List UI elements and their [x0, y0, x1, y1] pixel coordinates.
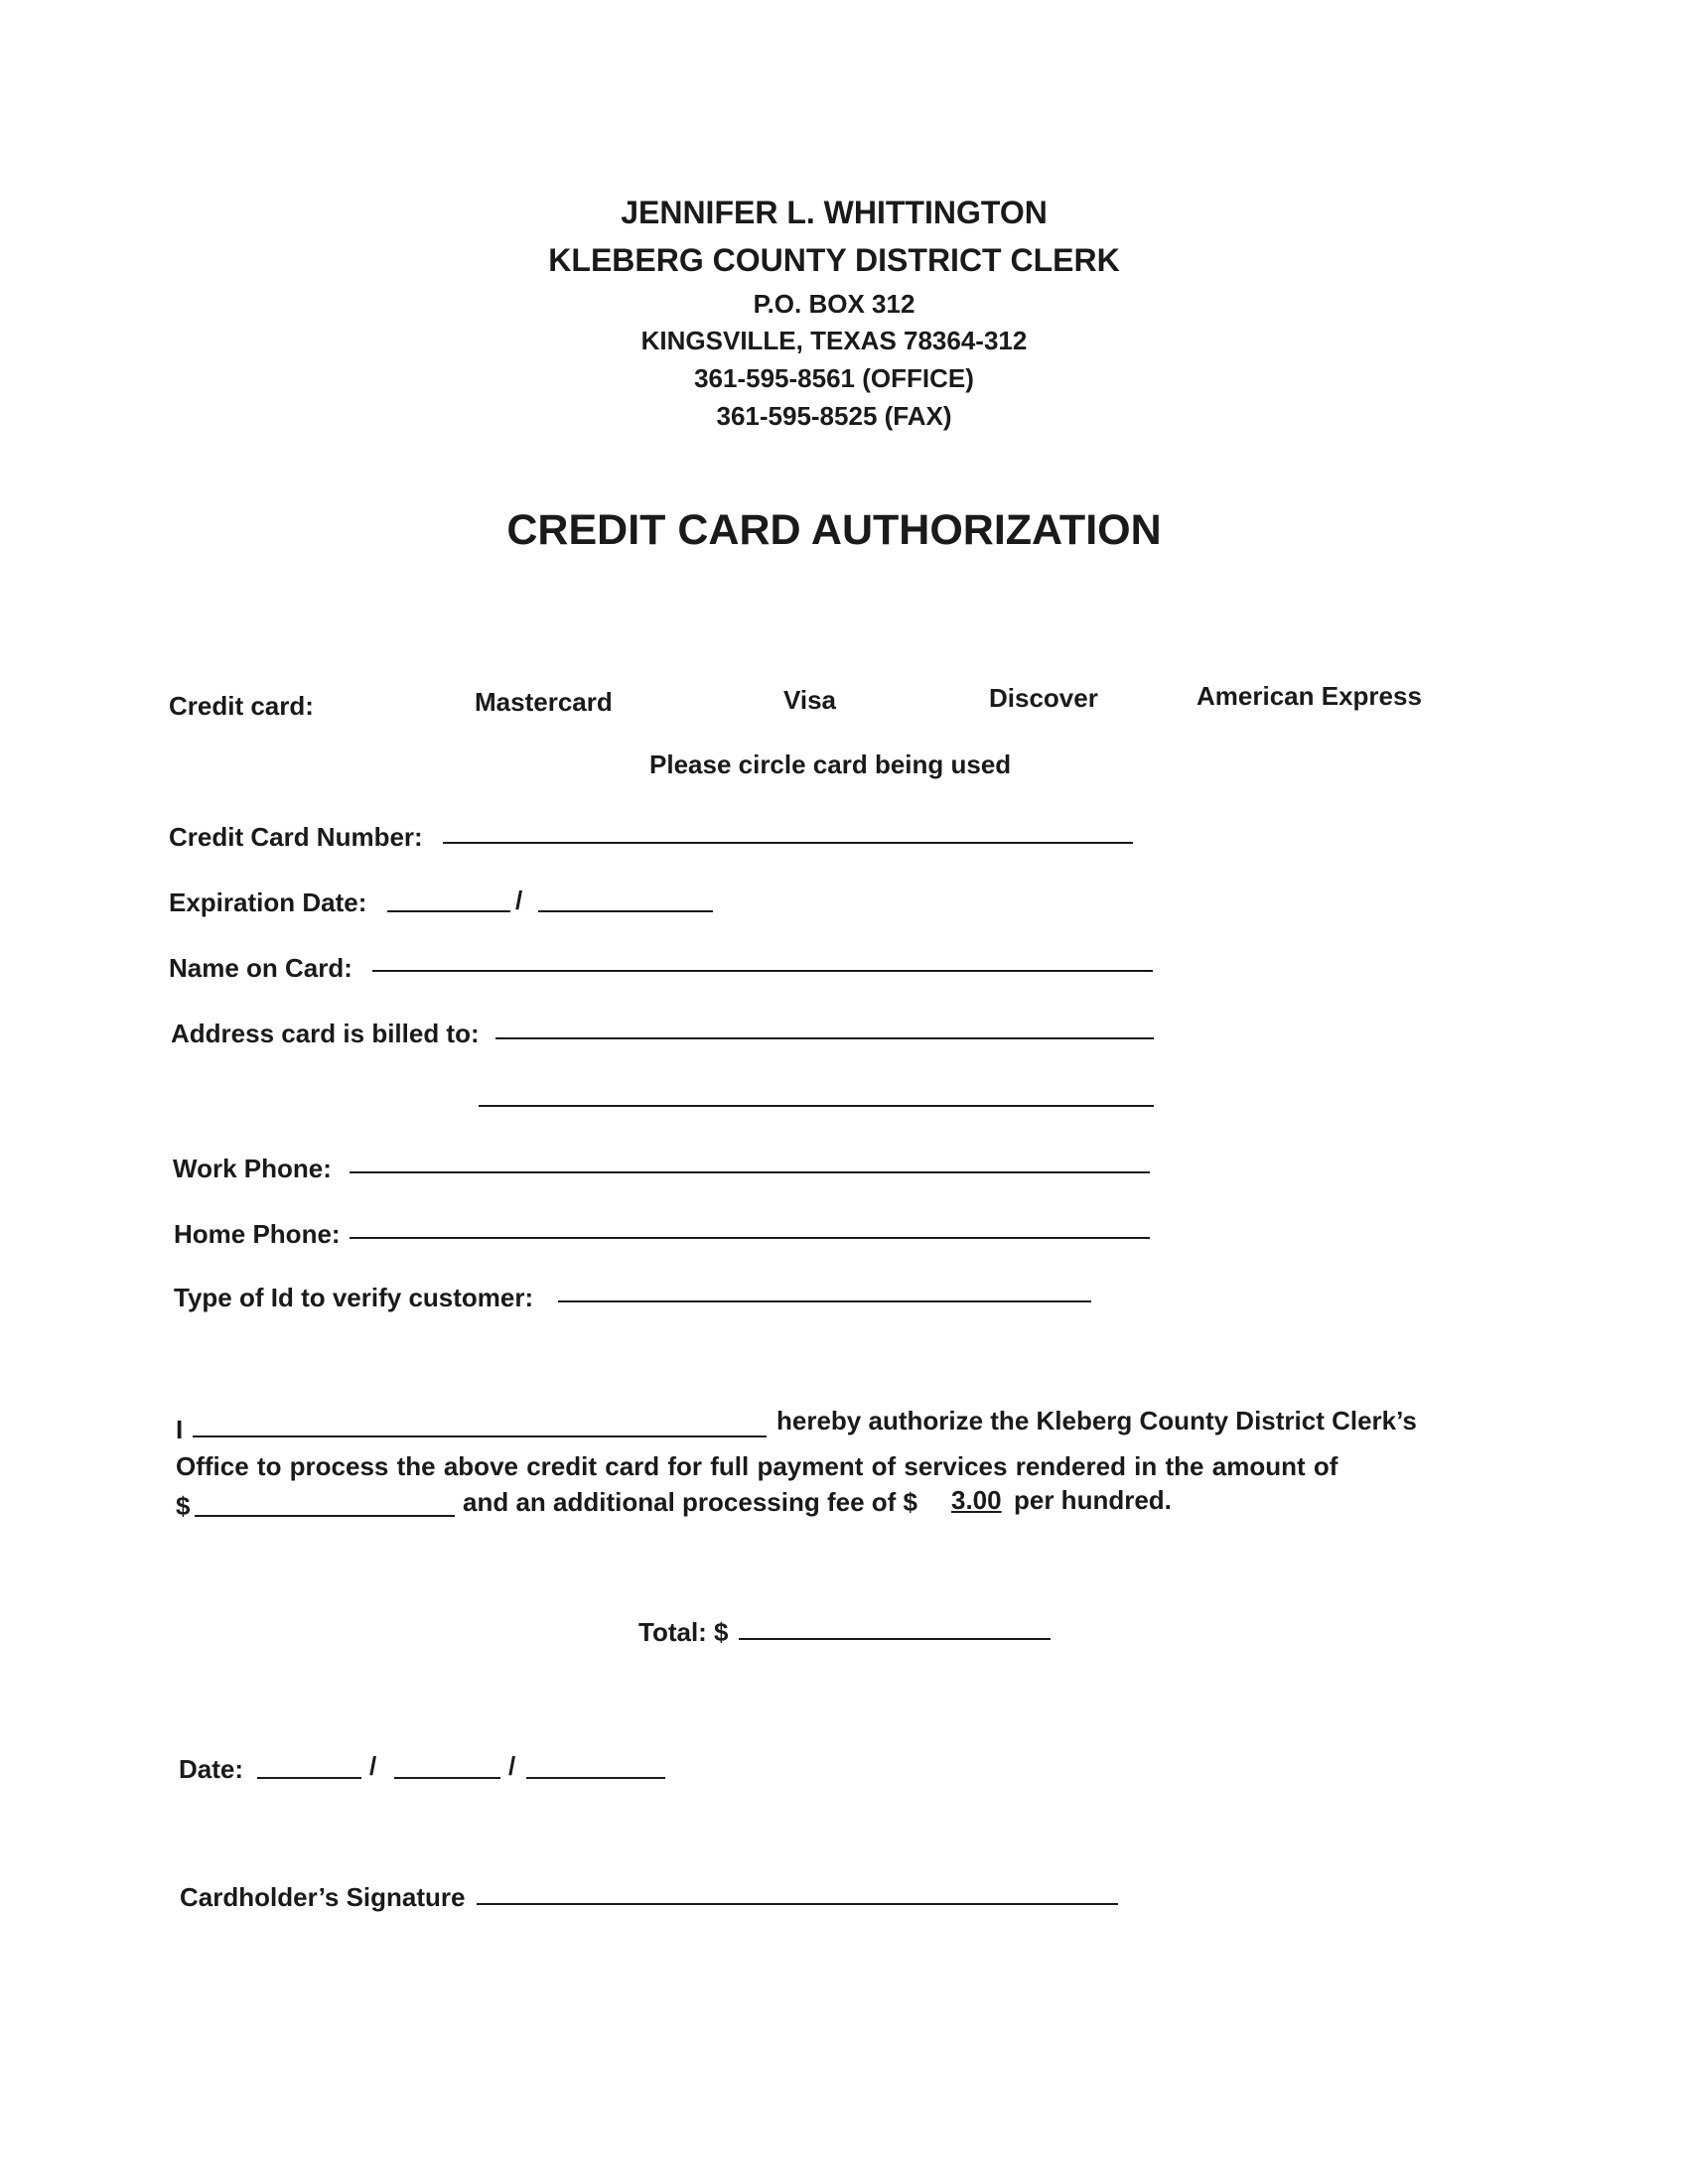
card-option-visa[interactable]: Visa	[783, 685, 837, 715]
date-label: Date:	[179, 1754, 244, 1784]
authorization-line-3-end: per hundred.	[1014, 1485, 1172, 1515]
work-phone-label: Work Phone:	[173, 1154, 332, 1183]
card-number-label: Credit Card Number:	[169, 822, 423, 852]
authorizer-name-field[interactable]	[193, 1435, 767, 1437]
date-year-field[interactable]	[526, 1777, 665, 1779]
city-address: KINGSVILLE, TEXAS 78364-312	[640, 326, 1028, 355]
signature-label: Cardholder’s Signature	[180, 1882, 466, 1912]
name-on-card-label: Name on Card:	[169, 953, 352, 983]
date-month-field[interactable]	[257, 1777, 361, 1779]
expiration-label: Expiration Date:	[169, 887, 367, 917]
home-phone-field[interactable]	[350, 1237, 1150, 1239]
card-number-field[interactable]	[443, 842, 1133, 844]
form-title: CREDIT CARD AUTHORIZATION	[506, 506, 1162, 554]
billing-address-label: Address card is billed to:	[171, 1019, 480, 1048]
signature-field[interactable]	[477, 1903, 1118, 1905]
home-phone-label: Home Phone:	[174, 1219, 341, 1249]
processing-fee-amount: 3.00	[951, 1485, 1002, 1515]
amount-field[interactable]	[195, 1515, 455, 1517]
po-box: P.O. BOX 312	[753, 289, 915, 319]
credit-card-label: Credit card:	[169, 691, 314, 721]
authorization-line-1: hereby authorize the Kleberg County District Clerk’s	[776, 1406, 1417, 1435]
date-separator-1: /	[369, 1751, 377, 1781]
expiration-month-field[interactable]	[387, 910, 510, 912]
card-option-mastercard[interactable]: Mastercard	[475, 687, 613, 717]
total-field[interactable]	[739, 1638, 1051, 1640]
authorization-prefix: I	[176, 1415, 184, 1444]
office-name: KLEBERG COUNTY DISTRICT CLERK	[548, 242, 1120, 278]
card-option-american-express[interactable]: American Express	[1196, 681, 1422, 711]
total-label: Total: $	[638, 1617, 729, 1647]
authorization-line-3: and an additional processing fee of $	[463, 1487, 917, 1517]
name-on-card-field[interactable]	[372, 970, 1153, 972]
id-type-label: Type of Id to verify customer:	[174, 1283, 534, 1312]
date-separator-2: /	[508, 1751, 516, 1781]
fax-number: 361-595-8525 (FAX)	[716, 401, 952, 431]
date-day-field[interactable]	[394, 1777, 500, 1779]
billing-address-line-2[interactable]	[479, 1105, 1154, 1107]
billing-address-line-1[interactable]	[495, 1037, 1154, 1039]
card-option-discover[interactable]: Discover	[989, 683, 1098, 713]
id-type-field[interactable]	[558, 1300, 1091, 1302]
clerk-name: JENNIFER L. WHITTINGTON	[621, 195, 1048, 230]
authorization-line-2: Office to process the above credit card for full payment of services rendered in the amount of	[176, 1451, 1338, 1481]
work-phone-field[interactable]	[350, 1171, 1150, 1173]
expiration-separator: /	[515, 886, 523, 915]
office-phone: 361-595-8561 (OFFICE)	[694, 363, 974, 393]
circle-instruction: Please circle card being used	[649, 750, 1012, 779]
expiration-year-field[interactable]	[538, 910, 713, 912]
amount-currency: $	[176, 1491, 191, 1521]
